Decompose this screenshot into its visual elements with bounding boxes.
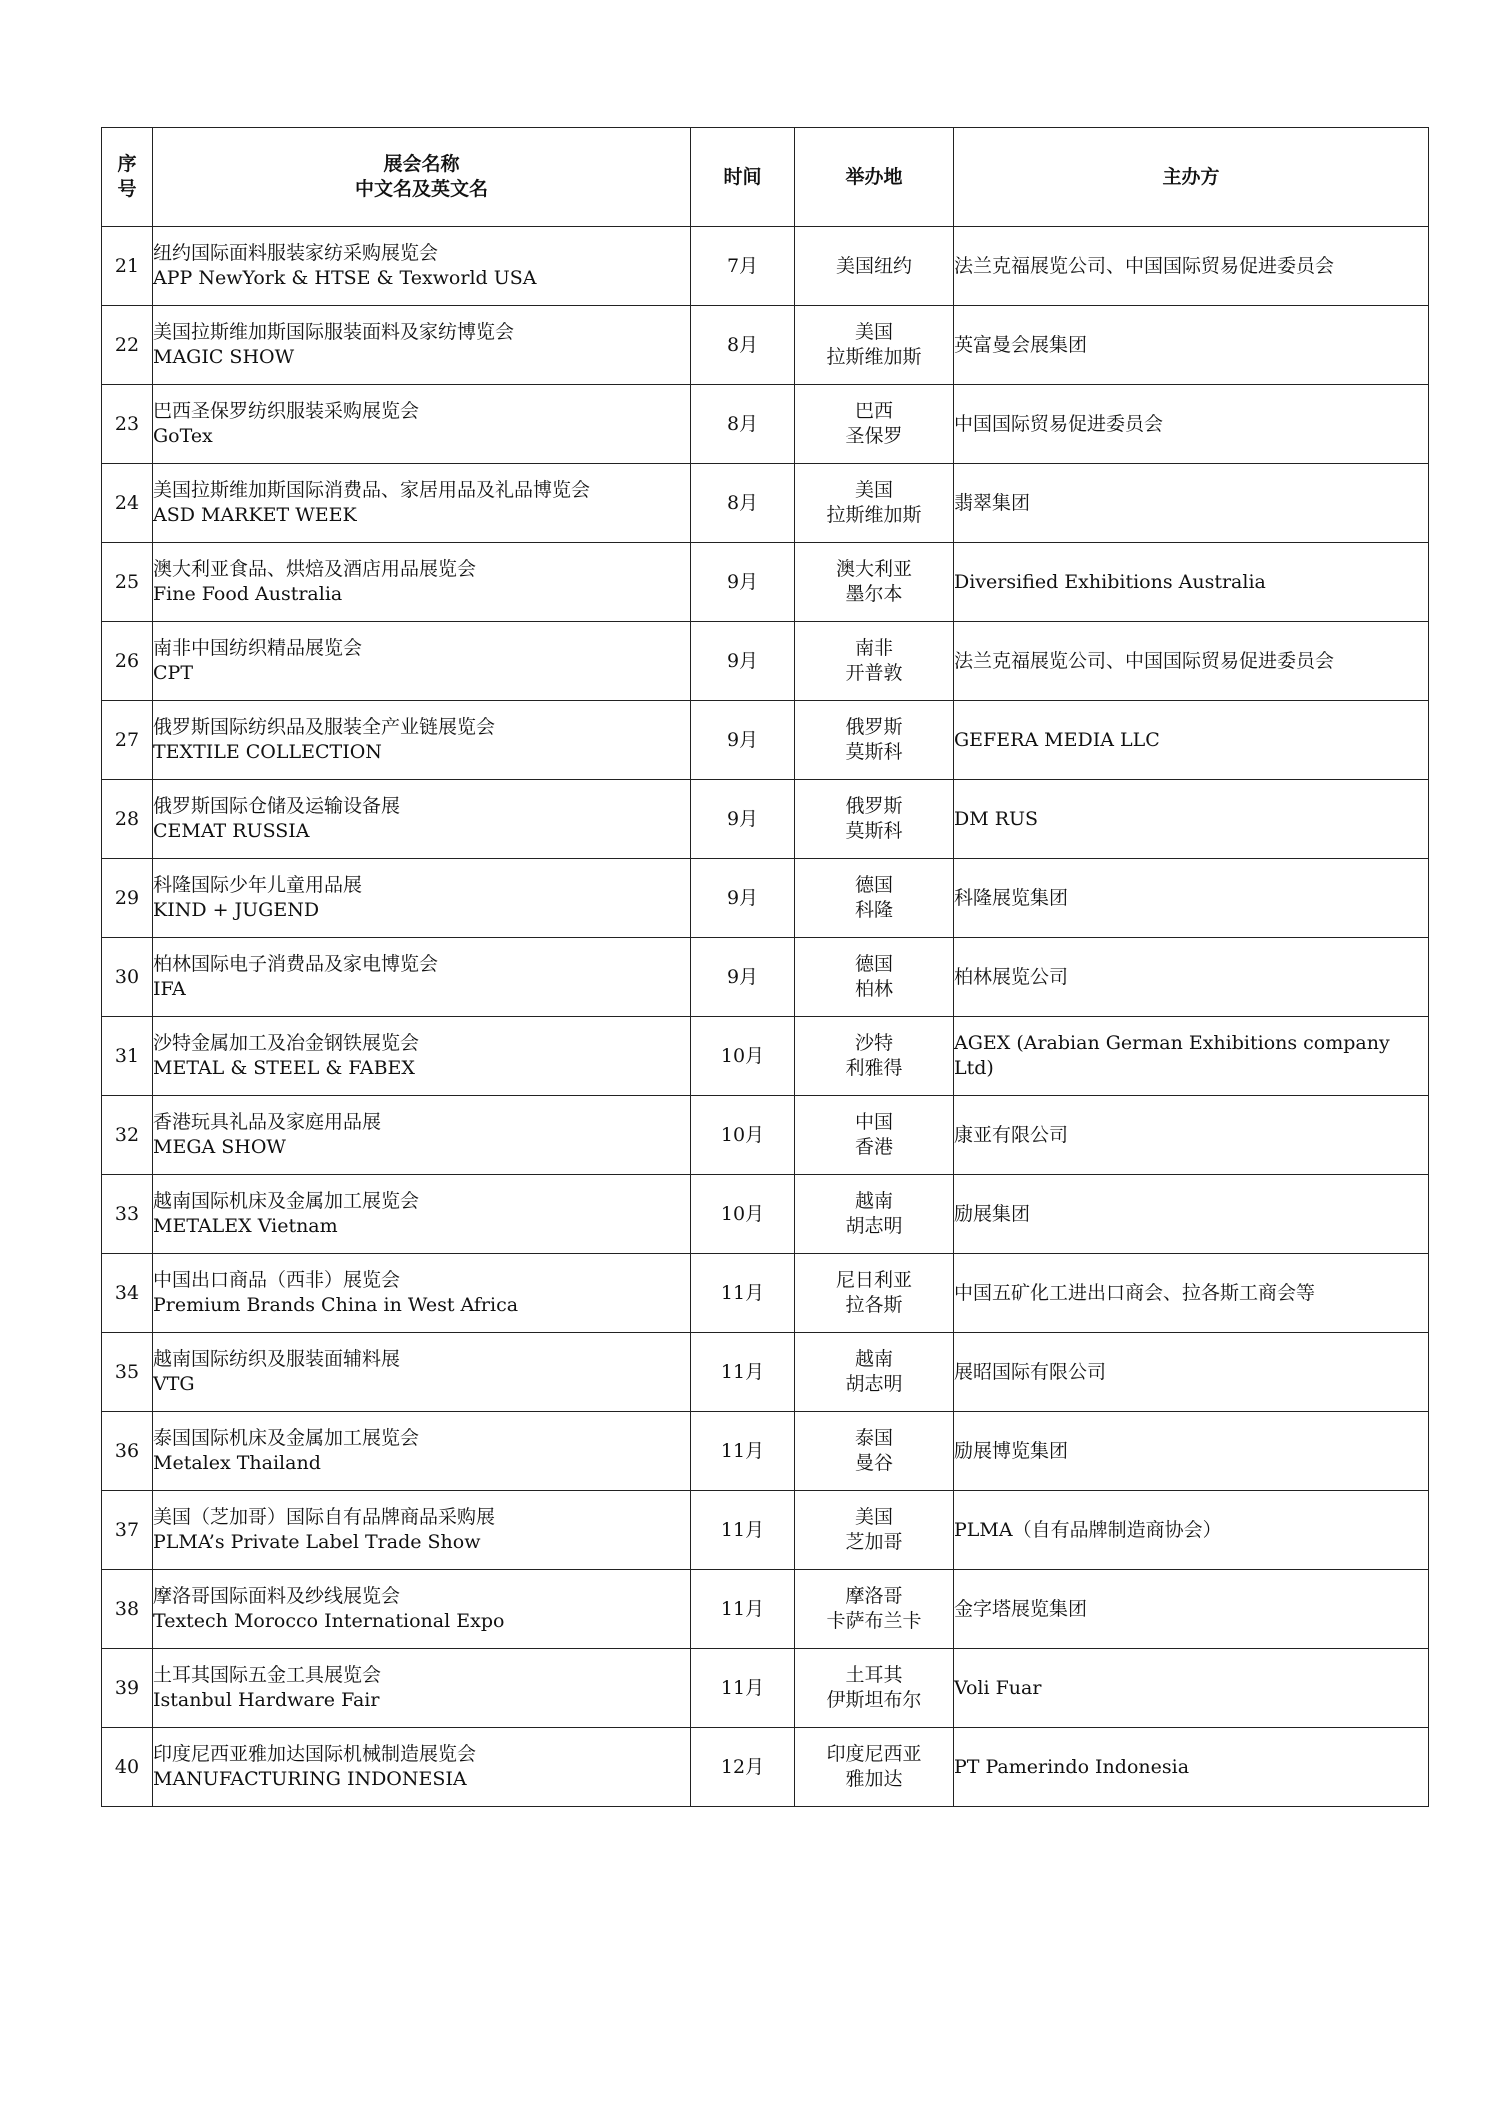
exhibition-time: 11月 <box>691 1491 795 1570</box>
exhibition-name-en: ASD MARKET WEEK <box>153 504 357 526</box>
row-number: 30 <box>102 938 153 1017</box>
exhibition-organizer: 金字塔展览集团 <box>954 1570 1429 1649</box>
exhibition-organizer: PT Pamerindo Indonesia <box>954 1728 1429 1807</box>
exhibition-name-en: Textech Morocco International Expo <box>153 1610 505 1632</box>
exhibition-place-line: 卡萨布兰卡 <box>826 1610 922 1632</box>
exhibition-place <box>795 1333 954 1412</box>
exhibition-name-en: CEMAT RUSSIA <box>153 820 310 842</box>
table-row <box>102 859 1429 938</box>
exhibition-name-en: MAGIC SHOW <box>153 346 295 368</box>
exhibition-name-cn: 澳大利亚食品、烘焙及酒店用品展览会 <box>153 558 477 580</box>
exhibition-place-line: 胡志明 <box>845 1215 903 1237</box>
row-number: 40 <box>102 1728 153 1807</box>
exhibition-name-en: APP NewYork & HTSE & Texworld USA <box>153 267 537 289</box>
exhibition-place <box>795 1728 954 1807</box>
exhibition-place <box>795 1649 954 1728</box>
row-number: 32 <box>102 1096 153 1175</box>
table-row <box>102 1491 1429 1570</box>
row-number: 21 <box>102 227 153 306</box>
row-number: 39 <box>102 1649 153 1728</box>
exhibition-place-line: 墨尔本 <box>845 583 903 605</box>
exhibition-place <box>795 780 954 859</box>
exhibition-place-line: 泰国 <box>854 1427 893 1449</box>
exhibition-name-en: Metalex Thailand <box>153 1452 321 1474</box>
exhibition-organizer: DM RUS <box>954 780 1429 859</box>
table-row <box>102 938 1429 1017</box>
exhibition-name <box>153 1017 691 1096</box>
exhibition-place <box>795 1175 954 1254</box>
exhibition-place <box>795 701 954 780</box>
exhibition-name <box>153 385 691 464</box>
exhibition-time: 12月 <box>691 1728 795 1807</box>
table-row <box>102 780 1429 859</box>
table-row <box>102 464 1429 543</box>
exhibition-name-cn: 泰国国际机床及金属加工展览会 <box>153 1427 420 1449</box>
exhibition-place-line: 拉各斯 <box>845 1294 903 1316</box>
table-row <box>102 1412 1429 1491</box>
exhibition-name-en: Istanbul Hardware Fair <box>153 1689 380 1711</box>
table-row <box>102 1728 1429 1807</box>
exhibition-place-line: 美国纽约 <box>835 254 912 277</box>
exhibition-name <box>153 859 691 938</box>
exhibition-place <box>795 543 954 622</box>
exhibition-name-cn: 纽约国际面料服装家纺采购展览会 <box>153 242 439 264</box>
exhibition-time: 8月 <box>691 464 795 543</box>
exhibition-place-line: 开普敦 <box>845 662 903 684</box>
exhibition-time: 8月 <box>691 306 795 385</box>
exhibition-place-line: 胡志明 <box>845 1373 903 1395</box>
exhibition-name-cn: 越南国际机床及金属加工展览会 <box>153 1190 420 1212</box>
exhibition-place <box>795 227 954 306</box>
table-row <box>102 306 1429 385</box>
exhibition-name-cn: 香港玩具礼品及家庭用品展 <box>153 1111 382 1133</box>
exhibition-place-line: 俄罗斯 <box>845 795 903 817</box>
exhibition-name-cn: 巴西圣保罗纺织服装采购展览会 <box>153 400 420 422</box>
exhibition-place-line: 美国 <box>854 321 893 343</box>
exhibition-name <box>153 1728 691 1807</box>
exhibition-name-en: TEXTILE COLLECTION <box>153 741 382 763</box>
row-number: 23 <box>102 385 153 464</box>
exhibition-place <box>795 1254 954 1333</box>
table-row <box>102 1017 1429 1096</box>
header-place: 举办地 <box>795 128 954 227</box>
row-number: 25 <box>102 543 153 622</box>
exhibition-time: 8月 <box>691 385 795 464</box>
exhibition-name <box>153 1570 691 1649</box>
exhibition-time: 11月 <box>691 1254 795 1333</box>
exhibition-organizer: Diversified Exhibitions Australia <box>954 543 1429 622</box>
exhibition-place <box>795 859 954 938</box>
exhibition-place-line: 尼日利亚 <box>835 1269 912 1291</box>
exhibition-time: 11月 <box>691 1649 795 1728</box>
exhibition-name <box>153 701 691 780</box>
exhibition-place-line: 芝加哥 <box>845 1531 903 1553</box>
exhibition-time: 9月 <box>691 938 795 1017</box>
exhibition-name-cn: 美国拉斯维加斯国际服装面料及家纺博览会 <box>153 321 515 343</box>
exhibition-organizer: 英富曼会展集团 <box>954 306 1429 385</box>
header-time: 时间 <box>691 128 795 227</box>
exhibition-name <box>153 1096 691 1175</box>
exhibition-place-line: 柏林 <box>854 978 893 1000</box>
exhibition-organizer: 励展博览集团 <box>954 1412 1429 1491</box>
table-row <box>102 1570 1429 1649</box>
exhibition-name <box>153 622 691 701</box>
exhibition-name-cn: 印度尼西亚雅加达国际机械制造展览会 <box>153 1743 477 1765</box>
exhibition-time: 9月 <box>691 701 795 780</box>
exhibition-place-line: 莫斯科 <box>845 820 903 842</box>
row-number: 29 <box>102 859 153 938</box>
exhibition-place <box>795 938 954 1017</box>
exhibition-place-line: 美国 <box>854 479 893 501</box>
exhibition-place <box>795 622 954 701</box>
exhibition-name <box>153 938 691 1017</box>
row-number: 38 <box>102 1570 153 1649</box>
exhibition-place-line: 利雅得 <box>845 1057 903 1079</box>
exhibition-name-cn: 美国（芝加哥）国际自有品牌商品采购展 <box>153 1506 496 1528</box>
exhibition-place-line: 拉斯维加斯 <box>826 504 922 526</box>
exhibition-organizer: Voli Fuar <box>954 1649 1429 1728</box>
exhibition-place <box>795 1017 954 1096</box>
exhibition-place-line: 越南 <box>854 1348 893 1370</box>
exhibition-time: 11月 <box>691 1333 795 1412</box>
exhibition-time: 7月 <box>691 227 795 306</box>
exhibition-organizer: 柏林展览公司 <box>954 938 1429 1017</box>
exhibition-place-line: 澳大利亚 <box>835 558 912 580</box>
exhibition-organizer: 康亚有限公司 <box>954 1096 1429 1175</box>
exhibition-time: 9月 <box>691 543 795 622</box>
exhibition-organizer: AGEX (Arabian German Exhibitions company Ltd) <box>954 1017 1429 1096</box>
table-header-row <box>102 128 1429 227</box>
row-number: 22 <box>102 306 153 385</box>
exhibition-place <box>795 1412 954 1491</box>
exhibition-name-cn: 越南国际纺织及服装面辅料展 <box>153 1348 401 1370</box>
table-row <box>102 1333 1429 1412</box>
exhibition-name <box>153 1491 691 1570</box>
exhibition-name <box>153 1254 691 1333</box>
header-name <box>153 128 691 227</box>
exhibition-place-line: 德国 <box>854 953 893 975</box>
row-number: 27 <box>102 701 153 780</box>
exhibition-place-line: 香港 <box>854 1136 893 1158</box>
header-no-line-2: 号 <box>117 178 137 200</box>
exhibition-place-line: 越南 <box>854 1190 893 1212</box>
exhibition-name-en: VTG <box>153 1373 195 1395</box>
header-name-line-1: 展会名称 <box>383 153 460 175</box>
header-organizer: 主办方 <box>954 128 1429 227</box>
exhibition-place-line: 科隆 <box>854 899 893 921</box>
exhibition-place-line: 俄罗斯 <box>845 716 903 738</box>
row-number: 26 <box>102 622 153 701</box>
exhibition-place <box>795 385 954 464</box>
exhibition-name-cn: 中国出口商品（西非）展览会 <box>153 1269 401 1291</box>
exhibition-name <box>153 1333 691 1412</box>
exhibition-name <box>153 464 691 543</box>
exhibition-name-cn: 摩洛哥国际面料及纱线展览会 <box>153 1585 401 1607</box>
header-no <box>102 128 153 227</box>
exhibition-name-cn: 俄罗斯国际纺织品及服装全产业链展览会 <box>153 716 496 738</box>
exhibition-name-en: Premium Brands China in West Africa <box>153 1294 519 1316</box>
exhibition-table <box>101 127 1429 1807</box>
table-row <box>102 701 1429 780</box>
exhibition-name-en: MANUFACTURING INDONESIA <box>153 1768 467 1790</box>
exhibition-place-line: 巴西 <box>854 400 893 422</box>
exhibition-time: 11月 <box>691 1412 795 1491</box>
exhibition-organizer: 展昭国际有限公司 <box>954 1333 1429 1412</box>
exhibition-name-en: Fine Food Australia <box>153 583 343 605</box>
exhibition-organizer: 中国国际贸易促进委员会 <box>954 385 1429 464</box>
exhibition-time: 10月 <box>691 1175 795 1254</box>
exhibition-organizer: 法兰克福展览公司、中国国际贸易促进委员会 <box>954 227 1429 306</box>
exhibition-organizer: PLMA（自有品牌制造商协会） <box>954 1491 1429 1570</box>
exhibition-name-en: METALEX Vietnam <box>153 1215 338 1237</box>
exhibition-name-en: PLMA’s Private Label Trade Show <box>153 1531 481 1553</box>
exhibition-place-line: 曼谷 <box>854 1452 893 1474</box>
header-no-line-1: 序 <box>117 153 137 175</box>
exhibition-organizer: 励展集团 <box>954 1175 1429 1254</box>
exhibition-time: 9月 <box>691 622 795 701</box>
table-row <box>102 543 1429 622</box>
exhibition-name <box>153 1412 691 1491</box>
row-number: 31 <box>102 1017 153 1096</box>
exhibition-name-en: KIND + JUGEND <box>153 899 320 921</box>
exhibition-place-line: 德国 <box>854 874 893 896</box>
row-number: 24 <box>102 464 153 543</box>
row-number: 36 <box>102 1412 153 1491</box>
exhibition-place-line: 美国 <box>854 1506 893 1528</box>
exhibition-place-line: 伊斯坦布尔 <box>826 1689 922 1711</box>
table-row <box>102 1254 1429 1333</box>
exhibition-place <box>795 1096 954 1175</box>
exhibition-organizer: 中国五矿化工进出口商会、拉各斯工商会等 <box>954 1254 1429 1333</box>
exhibition-place-line: 南非 <box>854 637 893 659</box>
exhibition-name-cn: 俄罗斯国际仓储及运输设备展 <box>153 795 401 817</box>
exhibition-name-cn: 科隆国际少年儿童用品展 <box>153 874 363 896</box>
exhibition-place-line: 土耳其 <box>845 1664 903 1686</box>
header-name-line-2: 中文名及英文名 <box>354 178 488 200</box>
exhibition-time: 10月 <box>691 1017 795 1096</box>
exhibition-place-line: 圣保罗 <box>845 425 903 447</box>
exhibition-name-en: IFA <box>153 978 186 1000</box>
exhibition-name-cn: 土耳其国际五金工具展览会 <box>153 1664 382 1686</box>
row-number: 35 <box>102 1333 153 1412</box>
exhibition-time: 9月 <box>691 780 795 859</box>
row-number: 37 <box>102 1491 153 1570</box>
table-row <box>102 622 1429 701</box>
exhibition-place-line: 拉斯维加斯 <box>826 346 922 368</box>
exhibition-place-line: 中国 <box>854 1111 893 1133</box>
exhibition-place <box>795 1491 954 1570</box>
exhibition-name <box>153 1175 691 1254</box>
table-row <box>102 227 1429 306</box>
exhibition-organizer: GEFERA MEDIA LLC <box>954 701 1429 780</box>
table-row <box>102 1096 1429 1175</box>
exhibition-place-line: 印度尼西亚 <box>826 1743 922 1765</box>
row-number: 33 <box>102 1175 153 1254</box>
exhibition-name <box>153 1649 691 1728</box>
row-number: 34 <box>102 1254 153 1333</box>
exhibition-time: 10月 <box>691 1096 795 1175</box>
table-row <box>102 385 1429 464</box>
exhibition-place-line: 摩洛哥 <box>845 1585 903 1607</box>
exhibition-name-cn: 美国拉斯维加斯国际消费品、家居用品及礼品博览会 <box>153 479 591 501</box>
exhibition-name-cn: 沙特金属加工及冶金钢铁展览会 <box>153 1032 420 1054</box>
exhibition-organizer: 翡翠集团 <box>954 464 1429 543</box>
exhibition-name <box>153 306 691 385</box>
table-body <box>102 227 1429 1807</box>
exhibition-place-line: 雅加达 <box>845 1768 903 1790</box>
exhibition-time: 11月 <box>691 1570 795 1649</box>
exhibition-name-en: MEGA SHOW <box>153 1136 286 1158</box>
exhibition-organizer: 科隆展览集团 <box>954 859 1429 938</box>
table-row <box>102 1649 1429 1728</box>
exhibition-name <box>153 227 691 306</box>
table-row <box>102 1175 1429 1254</box>
exhibition-organizer: 法兰克福展览公司、中国国际贸易促进委员会 <box>954 622 1429 701</box>
exhibition-name-en: GoTex <box>153 425 213 447</box>
exhibition-place <box>795 464 954 543</box>
exhibition-name-en: CPT <box>153 662 193 684</box>
exhibition-place <box>795 306 954 385</box>
exhibition-name-en: METAL & STEEL & FABEX <box>153 1057 415 1079</box>
exhibition-name-cn: 南非中国纺织精品展览会 <box>153 637 363 659</box>
exhibition-place-line: 莫斯科 <box>845 741 903 763</box>
exhibition-name-cn: 柏林国际电子消费品及家电博览会 <box>153 953 439 975</box>
exhibition-time: 9月 <box>691 859 795 938</box>
exhibition-place-line: 沙特 <box>854 1032 893 1054</box>
row-number: 28 <box>102 780 153 859</box>
exhibition-name <box>153 780 691 859</box>
exhibition-name <box>153 543 691 622</box>
exhibition-place <box>795 1570 954 1649</box>
